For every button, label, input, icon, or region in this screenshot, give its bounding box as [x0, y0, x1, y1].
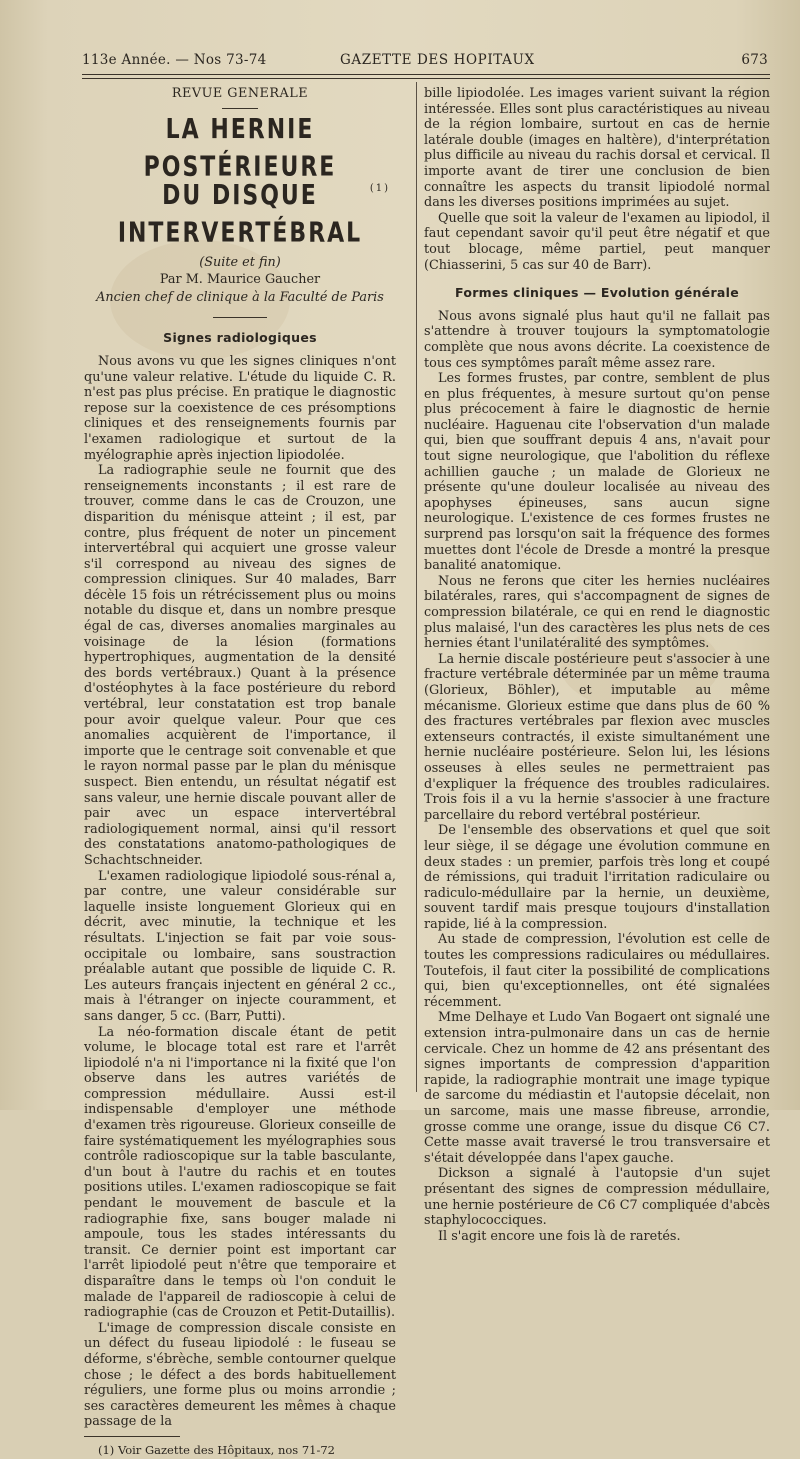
page-header	[82, 52, 772, 70]
paragraph: bille lipiodolée. Les images varient suivant la région intéressée. Elles sont plus caractéristiques au niveau de la région lombaire, surtout en cas de hernie latérale double (images en haltère), d'interprétation plus difficile au niveau du rachis dorsal et cervical. Il importe avant de tirer une conclusion de bien connaître les aspects du transit lipiodolé normal dans les diverses positions imprimées au sujet.	[424, 86, 770, 211]
page-number: 673	[741, 52, 768, 68]
paragraph: Nous avons signalé plus haut qu'il ne fallait pas s'attendre à trouver toujours la symptomatologie complète que nous avons décrite. La coexistence de tous ces symptômes paraît même assez rare.	[424, 308, 770, 371]
paragraph: Dickson a signalé à l'autopsie d'un sujet présentant des signes de compression médullaire, une hernie postérieure de C6 C7 compliquée d'abcès staphylococciques.	[424, 1166, 770, 1229]
article-subtitle: (Suite et fin)	[199, 254, 281, 270]
issue-number: 113e Année. — Nos 73-74	[82, 52, 267, 68]
paragraph: Quelle que soit la valeur de l'examen au lipiodol, il faut cependant savoir qu'il peut être négatif et que tout blocage, même partiel, peut manquer (Chiasserini, 5 cas sur 40 de Barr).	[424, 210, 770, 273]
heading-signes-radiologiques: Signes radiologiques	[163, 330, 317, 346]
paragraph: Nous avons vu que les signes cliniques n'ont qu'une valeur relative. L'étude du liquide C. R. n'est pas plus précise. En pratique le diagnostic repose sur la coexistence de ces présomptions cliniques et des renseignements fournis par l'examen radiologique et surtout de la myélographie après injection lipiodolée.	[84, 353, 396, 463]
footnote-reference: (1)	[369, 182, 390, 194]
paragraph: Nous ne ferons que citer les hernies nucléaires bilatérales, rares, qui s'accompagnent de signes de compression bilatérale, ce qui en rend le diagnostic plus malaisé, l'un des caractères les plus nets de ces hernies étant l'unilatéralité des symptômes.	[424, 573, 770, 652]
header-rule-thin	[82, 78, 770, 79]
paragraph: Mme Delhaye et Ludo Van Bogaert ont signalé une extension intra-pulmonaire dans un cas de hernie cervicale. Chez un homme de 42 ans présentant des signes importants de compression d'apparition rapide, la radiographie montrait une image typique de sarcome du médiastin et l'autopsie décelait, non un sarcome, mais une masse fibreuse, arrondie, grosse comme une orange, issue du disque C6 C7. Cette masse avait traversé le trou transversaire et s'était développée dans l'apex gauche.	[424, 1010, 770, 1166]
article-title-text: DU DISQUE INTERVERTÉBRAL	[117, 179, 363, 249]
paragraph: La radiographie seule ne fournit que des renseignements inconstants ; il est rare de trouver, comme dans le cas de Crouzon, une disparition du ménisque atteint ; il est, par contre, plus fréquent de noter un pincement intervertébral qui acquiert une grosse valeur s'il correspond au niveau des signes de compression cliniques. Sur 40 malades, Barr décèle 15 fois un rétrécissement plus ou moins notable du disque et, dans un nombre presque égal de cas, diverses anomalies marginales au voisinage de la lésion (formations hypertrophiques, augmentation de la densité des bords vertébraux.) Quant à la présence d'ostéophytes à la face postérieure du rebord vertébral, leur constatation est trop banale pour avoir quelque valeur. Pour que ces anomalies acquièrent de l'importance, il importe que le centrage soit convenable et que le rayon normal passe par le plan du ménisque suspect. Bien entendu, un résultat négatif est sans valeur, une hernie discale pouvant aller de pair avec un espace intervertébral radiologiquement normal, ainsi qu'il ressort des constatations anatomo-pathologiques de Schachtschneider.	[84, 463, 396, 868]
paragraph: Les formes frustes, par contre, semblent de plus en plus fréquentes, à mesure surtout qu'on pense plus précocement à faire le diagnostic de hernie nucléaire. Haguenau cite l'observation d'un malade qui, bien que souffrant depuis 4 ans, n'avait pour tout signe neurologique, que l'abolition du réflexe achillien gauche ; un malade de Glorieux ne présente qu'une douleur localisée au niveau des apophyses épineuses, sans aucun signe neurologique. L'existence de ces formes frustes ne surprend pas lorsqu'on sait la fréquence des formes muettes dont l'école de Dresde a montré la presque banalité anatomique.	[424, 371, 770, 574]
paragraph: L'image de compression discale consiste en un défect du fuseau lipiodolé : le fuseau se déforme, s'ébrèche, semble contourner quelque chose ; le défect a des bords habituellement réguliers, une forme plus ou moins arrondie ; ses caractères demeurent les mêmes à chaque passage de la	[84, 1320, 396, 1430]
paragraph: Au stade de compression, l'évolution est celle de toutes les compressions radiculaires ou médullaires. Toutefois, il faut citer la possibilité de complications qui, bien qu'exceptionnelles, ont été signalées récemment.	[424, 932, 770, 1010]
paragraph: Il s'agit encore une fois là de raretés.	[438, 1228, 681, 1244]
paragraph: L'examen radiologique lipiodolé sous-rénal a, par contre, une valeur considérable sur laquelle insiste longuement Glorieux qui en décrit, avec minutie, la technique et les résultats. L'injection se fait par voie sous-occipitale ou lombaire, sans soustraction préalable autant que possible de liquide C. R. Les auteurs français injectent en général 2 cc., mais à l'étranger on injecte couramment, et sans danger, 5 cc. (Barr, Putti).	[84, 868, 396, 1024]
footnote: (1) Voir Gazette des Hôpitaux, nos 71-72	[98, 1442, 335, 1457]
paragraph: La néo-formation discale étant de petit volume, le blocage total est rare et l'arrêt lipiodolé n'a ni l'importance ni la fixité que l'on observe dans les autres variétés de compression médullaire. Aussi est-il indispensable d'employer une méthode d'examen très rigoureuse. Glorieux conseille de faire systématiquement les myélographies sous contrôle radioscopique sur la table basculante, d'un bout à l'autre du rachis et en toutes positions utiles. L'examen radioscopique se fait pendant le mouvement de bascule et la radiographie fixe, sans bouger malade ni ampoule, tous les stades intéressants du transit. Ce dernier point est important car l'arrêt lipiodolé peut n'être que temporaire et disparaître dans le temps où l'on conduit le malade de l'appareil de radioscopie à celui de radiographie (cas de Crouzon et Petit-Dutaillis).	[84, 1024, 396, 1321]
paragraph: De l'ensemble des observations et quel que soit leur siège, il se dégage une évolution commune en deux stades : un premier, parfois très long et coupé de rémissions, qui traduit l'irritation radiculaire ou radiculo-médullaire par la hernie, un deuxième, souvent tardif mais presque toujours d'installation rapide, lié à la compression.	[424, 823, 770, 932]
left-column	[84, 86, 396, 1459]
right-column	[424, 86, 770, 1244]
section-rule	[222, 108, 258, 109]
author: Par M. Maurice Gaucher	[159, 272, 321, 288]
journal-title: GAZETTE DES HOPITAUX	[340, 52, 535, 68]
author-affiliation: Ancien chef de clinique à la Faculté de Paris	[96, 289, 384, 305]
section-title: REVUE GENERALE	[171, 86, 309, 101]
heading-formes-cliniques: Formes cliniques — Evolution générale	[454, 285, 740, 301]
column-divider	[416, 82, 417, 1092]
footnote-rule	[84, 1436, 180, 1437]
title-rule	[213, 317, 267, 318]
header-rule	[82, 74, 770, 75]
paragraph: La hernie discale postérieure peut s'associer à une fracture vertébrale déterminée par un même trauma (Glorieux, Böhler), et imputable au même mécanisme. Glorieux estime que dans plus de 60 % des fractures vertébrales par flexion avec muscles extenseurs contractés, il existe simultanément une hernie nucléaire postérieure. Selon lui, les lésions osseuses à elles seules ne permettraient pas d'expliquer la fréquence des troubles radiculaires. Trois fois il a vu la hernie s'associer à une fracture parcellaire du rebord vertébral postérieur.	[424, 651, 770, 823]
article-title-line-2	[84, 177, 396, 252]
article-title-line-1: LA HERNIE POSTÉRIEURE	[143, 113, 337, 183]
